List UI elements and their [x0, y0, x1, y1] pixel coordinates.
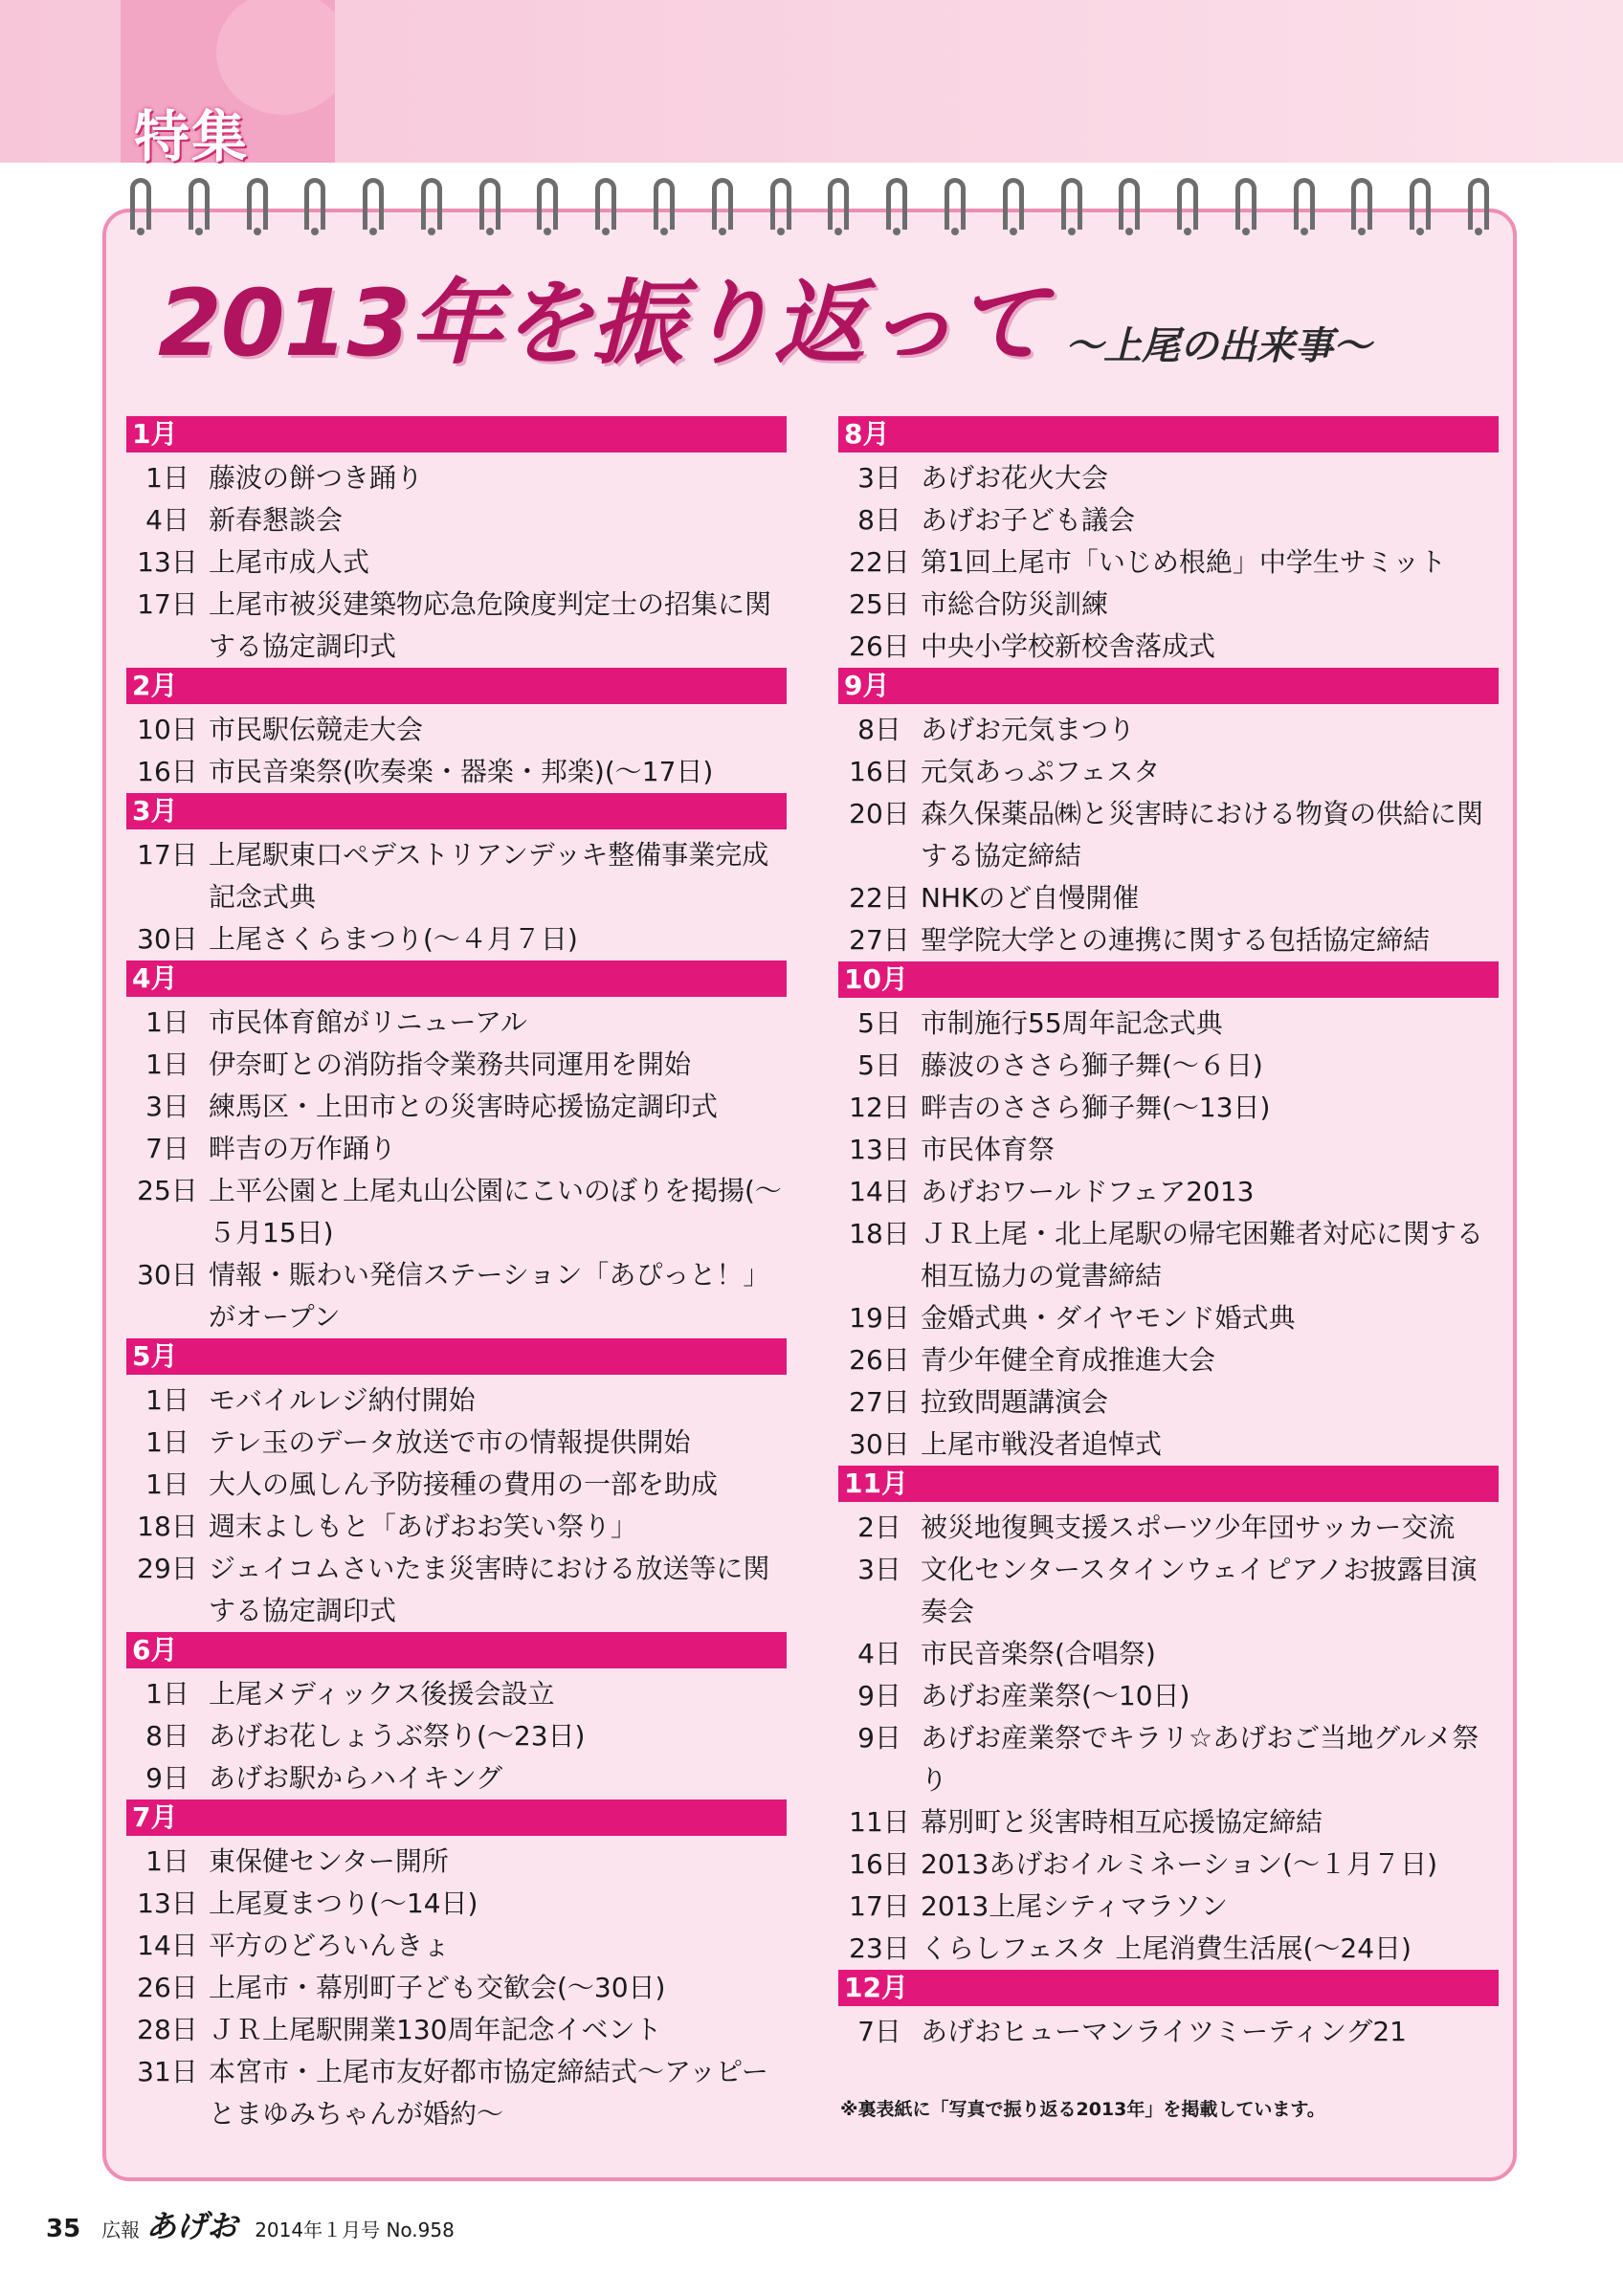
event-text: あげお産業祭(～10日)	[921, 1680, 1190, 1711]
event-text: 文化センタースタインウェイピアノお披露目演奏会	[921, 1554, 1478, 1627]
event-text: 青少年健全育成推進大会	[921, 1344, 1216, 1376]
month-section	[126, 416, 787, 668]
event-text: 市民体育祭	[921, 1134, 1056, 1165]
event-text: 新春懇談会	[209, 504, 344, 536]
event-day: 18日	[137, 1511, 198, 1542]
event-day: 9日	[145, 1762, 189, 1794]
event-item	[838, 751, 1499, 793]
month-header: 1月	[126, 416, 787, 453]
event-text: 聖学院大学との連携に関する包括協定締結	[921, 924, 1431, 956]
event-item	[838, 1381, 1499, 1424]
month-section	[126, 960, 787, 1338]
binder-ring-icon	[130, 178, 151, 230]
event-day: 8日	[857, 714, 901, 745]
event-day: 22日	[849, 882, 910, 914]
event-day: 1日	[145, 1426, 189, 1458]
event-day: 1日	[145, 1006, 189, 1038]
event-item	[126, 1044, 787, 1086]
month-header: 12月	[838, 1970, 1499, 2006]
event-text: NHKのど自慢開催	[921, 882, 1140, 914]
event-text: 畔吉の万作踊り	[209, 1133, 397, 1164]
event-day: 18日	[849, 1218, 910, 1249]
event-item	[126, 1380, 787, 1422]
event-day: 16日	[849, 756, 910, 787]
event-item	[126, 834, 787, 918]
event-text: あげお駅からハイキング	[209, 1762, 503, 1794]
month-header: 3月	[126, 793, 787, 829]
event-text: 元気あっぷフェスタ	[921, 756, 1161, 787]
event-item	[838, 1045, 1499, 1087]
event-text: 上平公園と上尾丸山公園にこいのぼりを掲揚(～５月15日)	[209, 1175, 782, 1248]
month-header: 2月	[126, 668, 787, 704]
event-day: 1日	[145, 1049, 189, 1080]
page-subtitle: ～上尾の出来事～	[1065, 324, 1371, 368]
month-header: 5月	[126, 1338, 787, 1375]
page-footer	[46, 2202, 455, 2246]
event-item	[838, 1003, 1499, 1045]
event-day: 4日	[857, 1638, 901, 1669]
event-day: 3日	[145, 1091, 189, 1122]
event-text: 森久保薬品㈱と災害時における物資の供給に関する協定締結	[921, 798, 1484, 872]
binder-ring-icon	[770, 178, 791, 230]
event-day: 19日	[849, 1302, 910, 1334]
event-item	[126, 751, 787, 793]
event-text: 伊奈町との消防指令業務共同運用を開始	[209, 1049, 692, 1080]
event-text: 市総合防災訓練	[921, 588, 1109, 620]
binder-ring-icon	[189, 178, 210, 230]
event-item	[838, 1801, 1499, 1843]
event-item	[838, 1675, 1499, 1717]
event-text: あげおヒューマンライツミーティング21	[921, 2016, 1407, 2047]
month-section	[126, 668, 787, 793]
event-day: 27日	[849, 1386, 910, 1418]
event-day: 2日	[857, 1512, 901, 1543]
event-day: 5日	[857, 1049, 901, 1081]
event-item	[838, 584, 1499, 626]
event-day: 5日	[857, 1007, 901, 1039]
event-item	[126, 499, 787, 541]
event-item	[838, 541, 1499, 584]
koho-label: 広報	[101, 2219, 141, 2241]
binder-ring-icon	[1468, 178, 1489, 230]
event-item	[126, 1883, 787, 1925]
event-text: 上尾市戦没者追悼式	[921, 1428, 1163, 1460]
month-header: 9月	[838, 668, 1499, 704]
event-text: 上尾メディックス後援会設立	[209, 1678, 555, 1710]
event-item	[838, 1424, 1499, 1466]
event-text: 2013あげおイルミネーション(～１月７日)	[921, 1848, 1437, 1880]
month-header: 8月	[838, 416, 1499, 453]
event-item	[126, 1925, 787, 1967]
event-text: くらしフェスタ 上尾消費生活展(～24日)	[921, 1932, 1412, 1964]
event-item	[838, 499, 1499, 541]
binder-ring-icon	[1061, 178, 1082, 230]
event-item	[126, 1757, 787, 1799]
event-day: 26日	[849, 630, 910, 662]
event-text: 情報・賑わい発信ステーション「あぴっと！」がオープン	[209, 1259, 770, 1333]
event-day: 26日	[849, 1344, 910, 1376]
event-day: 1日	[145, 1468, 189, 1500]
publication-logo: あげお	[145, 2208, 238, 2244]
event-item	[126, 1086, 787, 1128]
event-text: あげお花火大会	[921, 462, 1109, 494]
event-text: 被災地復興支援スポーツ少年団サッカー交流	[921, 1512, 1456, 1543]
page-title: 2013年を振り返って	[158, 270, 1047, 377]
binder-ring-icon	[479, 178, 500, 230]
binder-ring-icon	[363, 178, 384, 230]
month-section	[126, 1632, 787, 1799]
binder-ring-icon	[595, 178, 616, 230]
event-item	[838, 1129, 1499, 1171]
binder-ring-icon	[537, 178, 558, 230]
binder-ring-icon	[1294, 178, 1315, 230]
event-day: 31日	[137, 2056, 198, 2087]
notebook-rings	[130, 178, 1489, 235]
event-text: 本宮市・上尾市友好都市協定締結式～アッピーとまゆみちゃんが婚約～	[209, 2056, 768, 2130]
event-day: 8日	[857, 504, 901, 536]
event-item	[126, 2009, 787, 2051]
event-day: 1日	[145, 1678, 189, 1710]
event-item	[126, 1548, 787, 1632]
event-day: 3日	[857, 1554, 901, 1585]
event-item	[126, 1002, 787, 1044]
event-text: 市民音楽祭(吹奏楽・器楽・邦楽)(～17日)	[209, 756, 714, 787]
binder-ring-icon	[1235, 178, 1256, 230]
event-text: 2013上尾シティマラソン	[921, 1890, 1229, 1922]
event-text: 平方のどろいんきょ	[209, 1930, 451, 1961]
event-item	[126, 1128, 787, 1170]
event-item	[838, 1171, 1499, 1213]
event-item	[126, 1841, 787, 1883]
event-day: 14日	[849, 1176, 910, 1207]
event-text: 練馬区・上田市との災害時応援協定調印式	[209, 1091, 719, 1122]
event-text: 中央小学校新校舎落成式	[921, 630, 1216, 662]
event-text: 幕別町と災害時相互応援協定締結	[921, 1806, 1323, 1838]
month-header: 6月	[126, 1632, 787, 1668]
feature-label: 特集	[134, 104, 250, 169]
event-day: 17日	[849, 1890, 910, 1922]
event-text: 藤波のささら獅子舞(～６日)	[921, 1049, 1263, 1081]
event-text: 大人の風しん予防接種の費用の一部を助成	[209, 1468, 719, 1500]
event-day: 17日	[137, 839, 198, 871]
event-day: 20日	[849, 798, 910, 829]
binder-ring-icon	[1177, 178, 1198, 230]
binder-ring-icon	[247, 178, 268, 230]
event-day: 9日	[857, 1722, 901, 1754]
timeline-column-right	[838, 416, 1499, 2053]
event-day: 13日	[849, 1134, 910, 1165]
month-header: 4月	[126, 960, 787, 997]
event-text: モバイルレジ納付開始	[209, 1384, 476, 1416]
binder-ring-icon	[304, 178, 325, 230]
event-text: ジェイコムさいたま災害時における放送等に関する協定調印式	[209, 1553, 770, 1626]
event-day: 4日	[145, 504, 189, 536]
binder-ring-icon	[1410, 178, 1431, 230]
event-text: 週末よしもと「あげおお笑い祭り」	[209, 1511, 638, 1542]
event-text: 第1回上尾市「いじめ根絶」中学生サミット	[921, 546, 1447, 578]
event-day: 30日	[137, 1259, 198, 1291]
event-text: 東保健センター開所	[209, 1845, 449, 1877]
event-day: 30日	[137, 923, 198, 955]
event-day: 30日	[849, 1428, 910, 1460]
event-item	[838, 709, 1499, 751]
event-text: 拉致問題講演会	[921, 1386, 1109, 1418]
event-day: 29日	[137, 1553, 198, 1584]
event-item	[126, 1254, 787, 1338]
event-item	[838, 1928, 1499, 1970]
binder-ring-icon	[828, 178, 849, 230]
event-text: 金婚式典・ダイヤモンド婚式典	[921, 1302, 1296, 1334]
event-item	[838, 919, 1499, 961]
binder-ring-icon	[886, 178, 907, 230]
event-day: 1日	[145, 1845, 189, 1877]
event-item	[126, 584, 787, 668]
month-section	[838, 416, 1499, 668]
month-section	[126, 1799, 787, 2135]
binder-ring-icon	[1351, 178, 1372, 230]
event-text: ＪＲ上尾・北上尾駅の帰宅困難者対応に関する相互協力の覚書締結	[921, 1218, 1484, 1292]
binder-ring-icon	[1003, 178, 1024, 230]
event-day: 22日	[849, 546, 910, 578]
month-section	[838, 668, 1499, 961]
page-number: 35	[46, 2215, 81, 2243]
event-day: 26日	[137, 1972, 198, 2003]
event-item	[838, 2011, 1499, 2053]
event-text: 市民音楽祭(合唱祭)	[921, 1638, 1156, 1669]
event-item	[126, 1506, 787, 1548]
event-item	[126, 918, 787, 960]
event-item	[838, 1507, 1499, 1549]
event-text: 市制施行55周年記念式典	[921, 1007, 1223, 1039]
event-item	[838, 1717, 1499, 1801]
event-item	[838, 793, 1499, 877]
footnote: ※裏表紙に「写真で振り返る2013年」を掲載しています。	[840, 2099, 1325, 2120]
binder-ring-icon	[654, 178, 675, 230]
event-text: 市民体育館がリニューアル	[209, 1006, 527, 1038]
month-section	[838, 1970, 1499, 2053]
binder-ring-icon	[712, 178, 733, 230]
month-section	[838, 961, 1499, 1466]
month-section	[838, 1466, 1499, 1970]
event-day: 10日	[137, 714, 198, 745]
event-item	[126, 457, 787, 499]
binder-ring-icon	[1119, 178, 1140, 230]
timeline-column-left	[126, 416, 787, 2135]
event-item	[126, 1673, 787, 1715]
month-section	[126, 1338, 787, 1632]
event-text: 上尾さくらまつり(～４月７日)	[209, 923, 578, 955]
event-day: 1日	[145, 1384, 189, 1416]
event-day: 7日	[145, 1133, 189, 1164]
event-item	[838, 1843, 1499, 1886]
event-text: 上尾市成人式	[209, 546, 370, 578]
month-header: 11月	[838, 1466, 1499, 1502]
event-day: 8日	[145, 1720, 189, 1752]
event-text: テレ玉のデータ放送で市の情報提供開始	[209, 1426, 691, 1458]
month-header: 10月	[838, 961, 1499, 998]
event-item	[126, 1715, 787, 1757]
event-text: あげおワールドフェア2013	[921, 1176, 1255, 1207]
issue-info: 2014年１月号 No.958	[255, 2219, 455, 2241]
event-day: 12日	[849, 1092, 910, 1123]
event-text: 藤波の餅つき踊り	[209, 462, 424, 494]
event-day: 7日	[857, 2016, 901, 2047]
event-item	[126, 541, 787, 584]
event-item	[838, 1549, 1499, 1633]
event-text: あげお花しょうぶ祭り(～23日)	[209, 1720, 586, 1752]
event-item	[126, 1967, 787, 2009]
event-day: 3日	[857, 462, 901, 494]
event-item	[126, 709, 787, 751]
event-text: 畔吉のささら獅子舞(～13日)	[921, 1092, 1271, 1123]
event-day: 9日	[857, 1680, 901, 1711]
event-day: 16日	[137, 756, 198, 787]
event-item	[838, 1213, 1499, 1297]
event-day: 17日	[137, 588, 198, 620]
event-item	[126, 2051, 787, 2135]
event-day: 28日	[137, 2014, 198, 2045]
binder-ring-icon	[421, 178, 442, 230]
event-text: あげお産業祭でキラリ☆あげおご当地グルメ祭り	[921, 1722, 1479, 1796]
event-day: 23日	[849, 1932, 910, 1964]
event-item	[126, 1464, 787, 1506]
event-item	[126, 1170, 787, 1254]
event-item	[838, 1297, 1499, 1339]
event-day: 1日	[145, 462, 189, 494]
event-day: 13日	[137, 546, 198, 578]
event-day: 16日	[849, 1848, 910, 1880]
binder-ring-icon	[945, 178, 966, 230]
event-item	[838, 1339, 1499, 1381]
event-day: 11日	[849, 1806, 910, 1838]
event-day: 13日	[137, 1888, 198, 1919]
event-text: 上尾駅東口ペデストリアンデッキ整備事業完成記念式典	[209, 839, 769, 913]
event-item	[126, 1422, 787, 1464]
event-text: 上尾市・幕別町子ども交歓会(～30日)	[209, 1972, 666, 2003]
event-item	[838, 877, 1499, 919]
event-day: 27日	[849, 924, 910, 956]
month-section	[126, 793, 787, 960]
event-day: 14日	[137, 1930, 198, 1961]
event-text: 市民駅伝競走大会	[209, 714, 424, 745]
event-text: ＪＲ上尾駅開業130周年記念イベント	[209, 2014, 662, 2045]
event-item	[838, 457, 1499, 499]
event-text: 上尾市被災建築物応急危険度判定士の招集に関する協定調印式	[209, 588, 772, 662]
event-text: あげお元気まつり	[921, 714, 1136, 745]
event-day: 25日	[137, 1175, 198, 1206]
event-day: 25日	[849, 588, 910, 620]
event-text: 上尾夏まつり(～14日)	[209, 1888, 478, 1919]
event-item	[838, 1886, 1499, 1928]
event-item	[838, 626, 1499, 668]
event-item	[838, 1087, 1499, 1129]
month-header: 7月	[126, 1799, 787, 1836]
event-text: あげお子ども議会	[921, 504, 1136, 536]
event-item	[838, 1633, 1499, 1675]
